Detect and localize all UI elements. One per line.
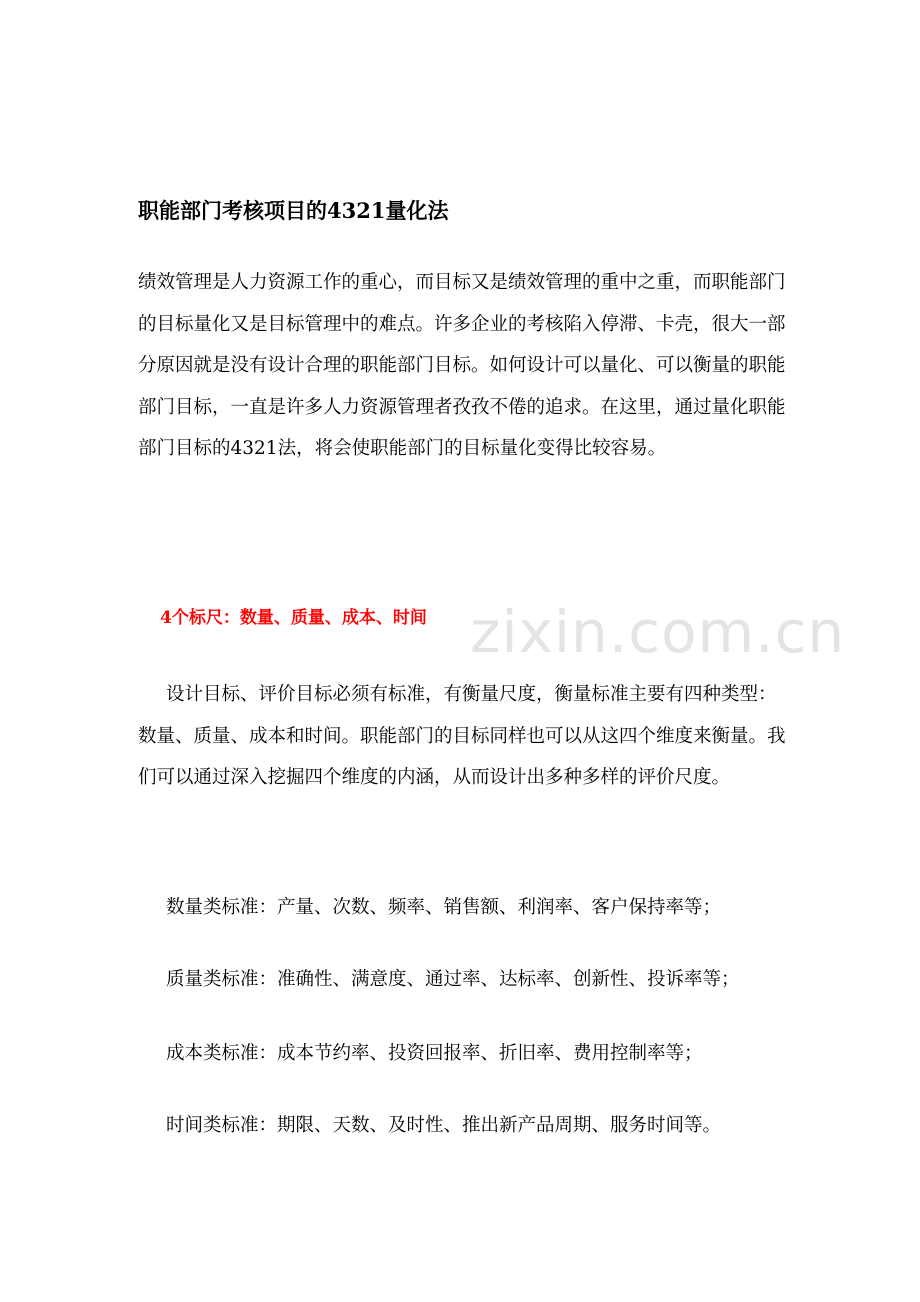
- section-heading: 4个标尺：数量、质量、成本、时间: [160, 608, 427, 628]
- document-title: 职能部门考核项目的4321量化法: [138, 198, 449, 223]
- standard-item-time: 时间类标准：期限、天数、及时性、推出新产品周期、服务时间等。: [166, 1115, 722, 1136]
- intro-paragraph: 绩效管理是人力资源工作的重心，而目标又是绩效管理的重中之重，而职能部门的目标量化又是目标管理中的难点。许多企业的考核陷入停滞、卡壳，很大一部分原因就是没有设计合理的职能部门目标。如何设计可以量化、可以衡量的职能部门目标，一直是许多人力资源管理者孜孜不倦的追求。在这里，通过量化职能部门目标的4321法，将会使职能部门的目标量化变得比较容易。: [138, 272, 786, 459]
- standard-item-quality: 质量类标准：准确性、满意度、通过率、达标率、创新性、投诉率等；: [166, 969, 740, 990]
- standards-paragraph: 设计目标、评价目标必须有标准，有衡量尺度，衡量标准主要有四种类型：数量、质量、成本和时间。职能部门的目标同样也可以从这四个维度来衡量。我们可以通过深入挖掘四个维度的内涵，从而设计出多种多样的评价尺度。: [138, 684, 786, 788]
- standard-item-quantity: 数量类标准：产量、次数、频率、销售额、利润率、客户保持率等；: [166, 897, 722, 918]
- watermark: zixin.com.cn: [470, 598, 846, 666]
- standard-item-cost: 成本类标准：成本节约率、投资回报率、折旧率、费用控制率等；: [166, 1043, 703, 1064]
